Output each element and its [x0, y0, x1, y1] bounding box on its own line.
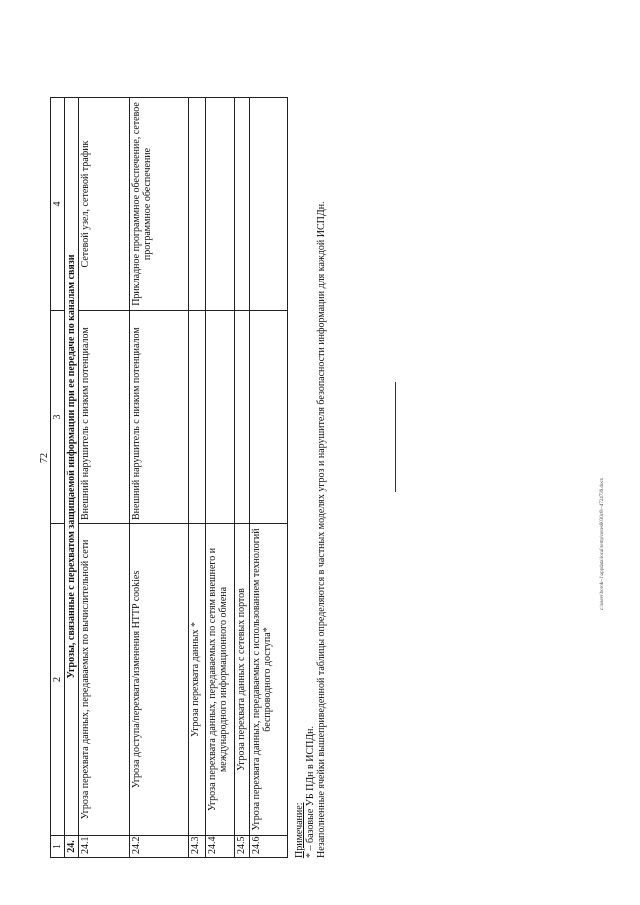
- intruder-cell: [250, 311, 288, 524]
- intruder-cell: Внешний нарушитель с низким потенциалом: [130, 311, 189, 524]
- table-row: [235, 98, 250, 858]
- row-number: 24.1: [79, 836, 130, 858]
- table-row: [189, 98, 206, 858]
- object-cell: [206, 98, 235, 311]
- separator-line: [395, 382, 396, 492]
- row-number: 24.3: [189, 836, 206, 858]
- threat-cell: Угроза перехвата данных *: [189, 524, 206, 836]
- notes-block: [294, 98, 327, 858]
- header-cell: 2: [51, 524, 65, 836]
- row-number: 24.2: [130, 836, 189, 858]
- header-cell: 4: [51, 98, 65, 311]
- object-cell: Сетевой узел, сетевой трафик: [79, 98, 130, 311]
- threat-cell: Угроза перехвата данных, передаваемых по вычислительной сети: [79, 524, 130, 836]
- notes-title: Примечание:: [294, 802, 305, 858]
- row-number: 24.6: [250, 836, 288, 858]
- object-cell: Прикладное программное обеспечение, сетевое программное обеспечение: [130, 98, 189, 311]
- table-header-row: [51, 98, 65, 858]
- footer-file-path: c:\users\borok~1\appdata\local\temp\notes6030c8\~4724739.docx: [600, 477, 605, 610]
- notes-line-base-threats: * – базовые УБ ПДн в ИСПДн.: [305, 725, 316, 858]
- threats-table: [50, 97, 288, 858]
- object-cell: [189, 98, 206, 311]
- table-row: [79, 98, 130, 858]
- row-number: 24.4: [206, 836, 235, 858]
- notes-line-empty-cells: Незаполненные ячейки вышеприведенной таблицы определяются в частных моделях угроз и нарушителя безопасности информации для каждой ИСПДн.: [316, 201, 327, 858]
- threat-cell: Угроза перехвата данных с сетевых портов: [235, 524, 250, 836]
- header-cell: 3: [51, 311, 65, 524]
- threat-cell: Угроза перехвата данных, передаваемых с использованием технологий беспроводного доступа*: [250, 524, 288, 836]
- intruder-cell: [189, 311, 206, 524]
- section-row: [65, 98, 79, 858]
- table-row: [206, 98, 235, 858]
- page-number: 72: [39, 453, 50, 463]
- table-row: [250, 98, 288, 858]
- threat-cell: Угроза доступа/перехвата/изменения HTTP cookies: [130, 524, 189, 836]
- row-number: 24.5: [235, 836, 250, 858]
- rotated-page-content: [20, 95, 610, 885]
- object-cell: [250, 98, 288, 311]
- threat-cell: Угроза перехвата данных, передаваемых по сетям внешнего и международного информационного обмена: [206, 524, 235, 836]
- section-title: Угрозы, связанные с перехватом защищаемой информации при ее передаче по каналам связи: [65, 98, 79, 836]
- intruder-cell: [235, 311, 250, 524]
- section-number: 24.: [65, 836, 79, 858]
- table-row: [130, 98, 189, 858]
- header-cell: 1: [51, 836, 65, 858]
- intruder-cell: [206, 311, 235, 524]
- intruder-cell: Внешний нарушитель с низким потенциалом: [79, 311, 130, 524]
- object-cell: [235, 98, 250, 311]
